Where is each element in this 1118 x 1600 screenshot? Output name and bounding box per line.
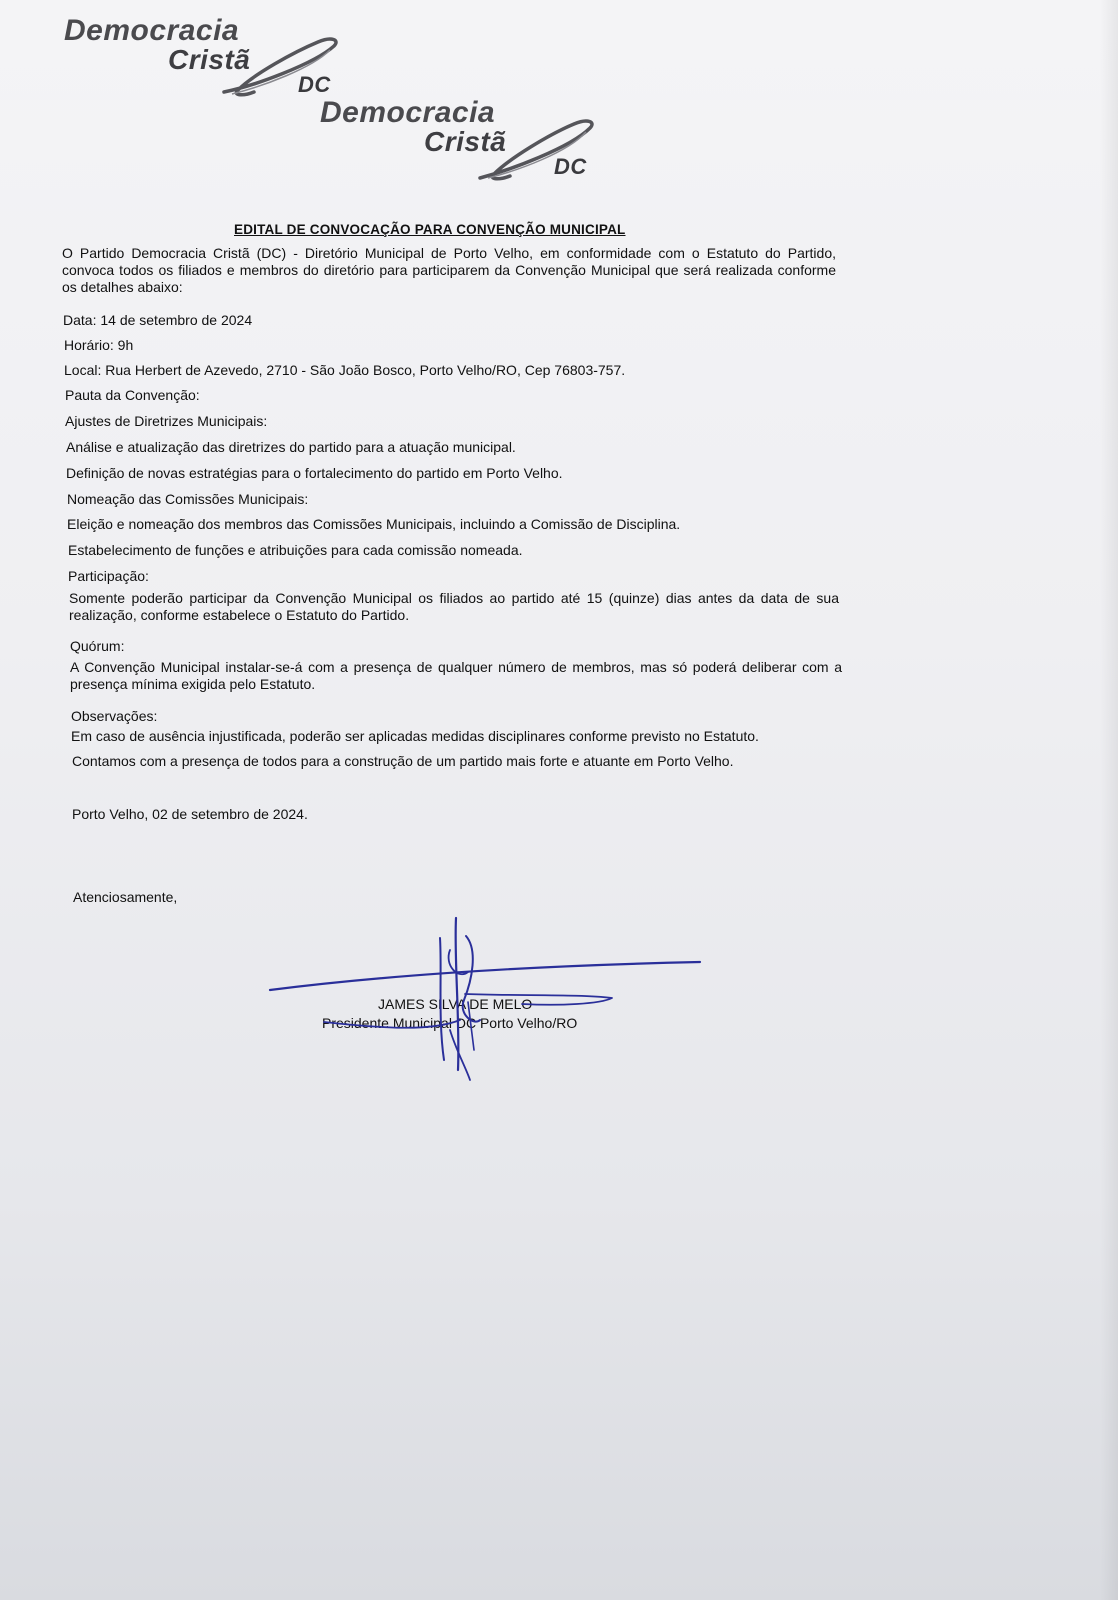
observation-1: Em caso de ausência injustificada, poderão ser aplicadas medidas disciplinares conforme previsto no Estatuto. xyxy=(71,728,759,744)
agenda-subitem-strategies: Definição de novas estratégias para o fortalecimento do partido em Porto Velho. xyxy=(66,465,563,481)
logo-swoosh-icon xyxy=(470,116,600,182)
participation-heading: Participação: xyxy=(68,568,149,584)
logo-word-crista: Cristã xyxy=(168,44,251,75)
logo-word-crista: Cristã xyxy=(424,126,507,157)
logo-swoosh-icon xyxy=(214,34,344,100)
party-logo-top xyxy=(64,14,354,114)
meeting-time: Horário: 9h xyxy=(64,337,134,353)
agenda-item-commissions: Nomeação das Comissões Municipais: xyxy=(67,491,309,507)
party-logo-second xyxy=(320,96,610,196)
logo-word-dc: DC xyxy=(554,154,587,179)
logo-word-democracia: Democracia xyxy=(320,96,496,129)
agenda-subitem-functions: Estabelecimento de funções e atribuições para cada comissão nomeada. xyxy=(68,542,523,558)
agenda-subitem-analysis: Análise e atualização das diretrizes do partido para a atuação municipal. xyxy=(66,439,516,455)
place-and-date: Porto Velho, 02 de setembro de 2024. xyxy=(72,806,308,822)
meeting-location: Local: Rua Herbert de Azevedo, 2710 - São João Bosco, Porto Velho/RO, Cep 76803-757. xyxy=(64,362,626,378)
signer-name: JAMES SILVA DE MELO xyxy=(378,996,533,1012)
agenda-heading: Pauta da Convenção: xyxy=(65,387,200,403)
logo-word-democracia: Democracia xyxy=(64,14,240,47)
observation-2: Contamos com a presença de todos para a construção de um partido mais forte e atuante em Porto Velho. xyxy=(72,753,734,769)
agenda-subitem-election: Eleição e nomeação dos membros das Comissões Municipais, incluindo a Comissão de Disciplina. xyxy=(67,516,681,532)
agenda-item-guidelines: Ajustes de Diretrizes Municipais: xyxy=(65,413,268,429)
quorum-text: A Convenção Municipal instalar-se-á com a presença de qualquer número de membros, mas só poderá deliberar com a presença mínima exigida pelo Estatuto. xyxy=(70,659,842,692)
intro-paragraph: O Partido Democracia Cristã (DC) - Diretório Municipal de Porto Velho, em conformidade com o Estatuto do Partido, convoca todos os filiados e membros do diretório para participarem da Convenção Municipal que será realizada conforme os detalhes abaixo: xyxy=(62,245,836,295)
handwritten-signature xyxy=(260,910,720,1085)
logo-word-dc: DC xyxy=(298,72,331,97)
participation-text: Somente poderão participar da Convenção Municipal os filiados ao partido até 15 (quinze) dias antes da data de sua realização, conforme estabelece o Estatuto do Partido. xyxy=(69,590,839,623)
meeting-date: Data: 14 de setembro de 2024 xyxy=(63,312,253,328)
observations-heading: Observações: xyxy=(71,708,158,724)
signer-role: Presidente Municipal DC Porto Velho/RO xyxy=(322,1015,578,1031)
closing-salutation: Atenciosamente, xyxy=(73,889,178,905)
quorum-heading: Quórum: xyxy=(70,638,125,654)
document-title: EDITAL DE CONVOCAÇÃO PARA CONVENÇÃO MUNICIPAL xyxy=(234,222,626,237)
